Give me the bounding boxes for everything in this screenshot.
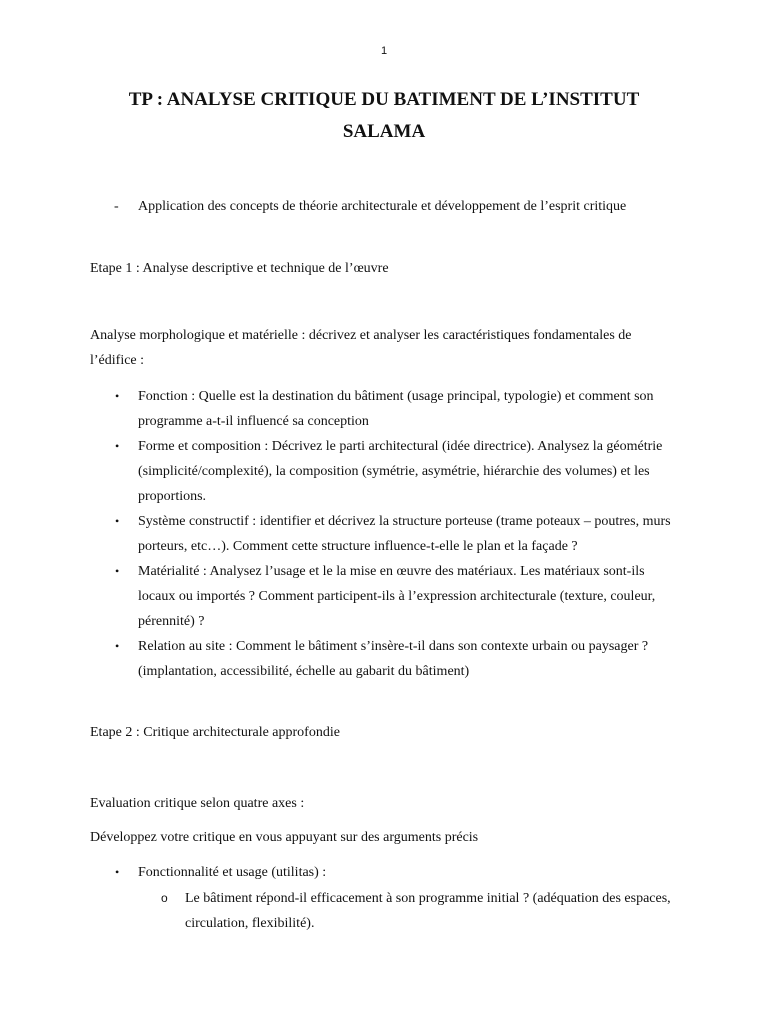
evaluation-paragraph: Evaluation critique selon quatre axes : — [90, 796, 305, 811]
list-item — [115, 384, 680, 434]
list-item-text: Matérialité : Analysez l’usage et le la mise en œuvre des matériaux. Les matériaux sont-ils locaux ou importés ? Comment participent-ils à l’expression architecturale (texture, couleur, pérennité) ? — [138, 564, 656, 629]
analyse-morpho-paragraph: Analyse morphologique et matérielle : décrivez et analyser les caractéristiques fondamentales de l’édifice : — [90, 328, 632, 368]
list-item — [115, 434, 680, 509]
bullet-marker: • — [115, 639, 120, 653]
intro-list-item — [114, 194, 678, 219]
list-item-text: Fonctionnalité et usage (utilitas) : — [138, 865, 327, 880]
list-item — [115, 509, 680, 559]
etape2-sub-bullet-list — [161, 886, 680, 936]
list-item-text: Fonction : Quelle est la destination du bâtiment (usage principal, typologie) et comment son programme a-t-il influencé sa conception — [138, 389, 654, 429]
list-item-text: Relation au site : Comment le bâtiment s’insère-t-il dans son contexte urbain ou paysager ? (implantation, accessibilité, échelle au gabarit du bâtiment) — [138, 639, 649, 679]
bullet-marker: • — [115, 514, 120, 528]
dash-marker: - — [114, 199, 119, 214]
list-item-text: Système constructif : identifier et décrivez la structure porteuse (trame poteaux – poutres, murs porteurs, etc…). Comment cette structure influence-t-elle le plan et la façade ? — [138, 514, 671, 554]
list-item-text: Le bâtiment répond-il efficacement à son programme initial ? (adéquation des espaces, circulation, flexibilité). — [185, 891, 671, 931]
bullet-marker: • — [115, 439, 120, 453]
bullet-marker: • — [115, 389, 120, 403]
developpez-paragraph: Développez votre critique en vous appuyant sur des arguments précis — [90, 830, 479, 845]
list-item — [115, 634, 680, 684]
etape1-heading: Etape 1 : Analyse descriptive et technique de l’œuvre — [90, 261, 389, 276]
bullet-marker: • — [115, 564, 120, 578]
list-item — [115, 559, 680, 634]
etape1-bullet-list — [115, 384, 680, 684]
intro-item-text: Application des concepts de théorie architecturale et développement de l’esprit critique — [138, 199, 627, 214]
list-item — [161, 886, 680, 936]
sub-bullet-marker: o — [161, 891, 168, 905]
page-number: 1 — [380, 45, 388, 57]
document-title: TP : ANALYSE CRITIQUE DU BATIMENT DE L’INSTITUT SALAMA — [128, 89, 640, 142]
etape2-bullet-list — [115, 860, 680, 885]
list-item-text: Forme et composition : Décrivez le parti architectural (idée directrice). Analysez la géométrie (simplicité/complexité), la composition (symétrie, asymétrie, hiérarchie des volumes) et les proportions. — [138, 439, 663, 504]
list-item — [115, 860, 680, 885]
etape2-heading: Etape 2 : Critique architecturale approfondie — [90, 725, 340, 740]
bullet-marker: • — [115, 865, 120, 879]
